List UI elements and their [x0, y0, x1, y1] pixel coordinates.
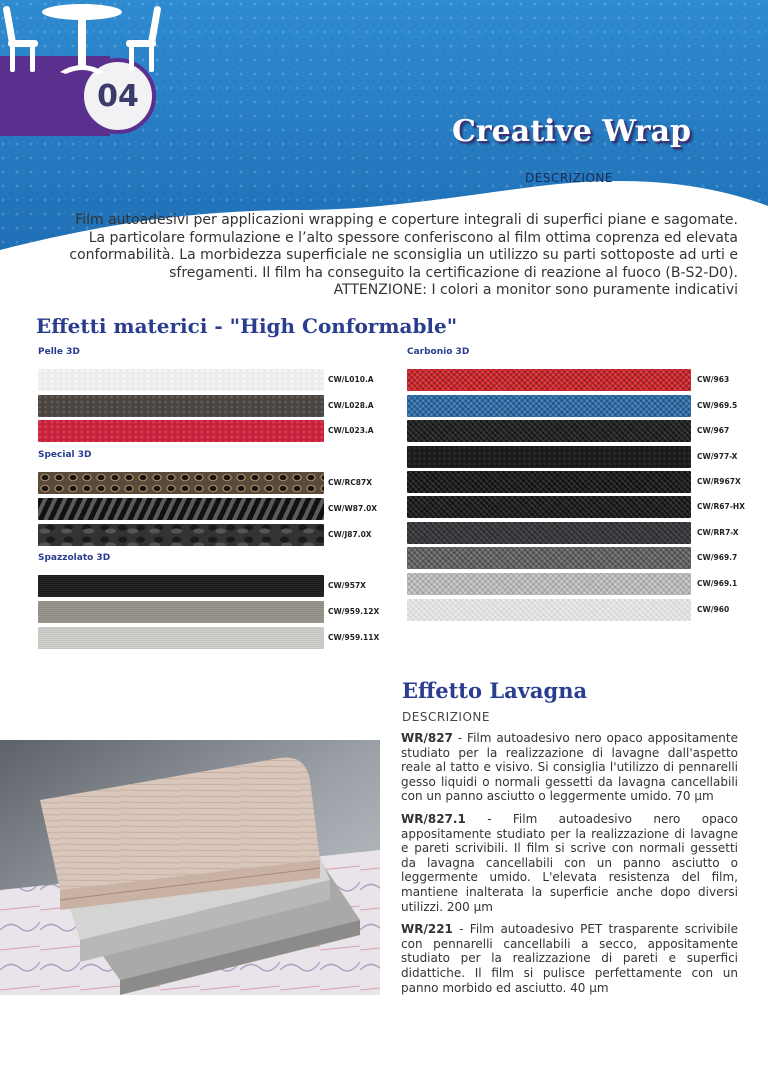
- swatch-code: CW/W87.0X: [328, 504, 378, 513]
- intro-line: ATTENZIONE: I colori a monitor sono puramente indicativi: [333, 282, 738, 299]
- swatch-code: CW/977-X: [697, 452, 738, 461]
- swatch-code: CW/RR7-X: [697, 528, 739, 537]
- swatch-row: [38, 420, 388, 442]
- lavagna-paragraph: [401, 731, 738, 804]
- swatch-code: CW/L010.A: [328, 375, 374, 384]
- swatch-row: [38, 601, 388, 623]
- swatch-row: [38, 472, 388, 494]
- effetti-section-title: Effetti materici - "High Conformable": [36, 314, 458, 338]
- color-swatch: [38, 420, 324, 442]
- swatch-row: [407, 522, 757, 544]
- lavagna-paragraph: [401, 922, 738, 995]
- swatch-row: [407, 496, 757, 518]
- product-code: WR/827.1: [401, 811, 466, 826]
- lavagna-title: Effetto Lavagna: [402, 678, 588, 703]
- color-swatch: [407, 573, 691, 595]
- swatch-code: CW/L023.A: [328, 426, 374, 435]
- color-swatch: [407, 599, 691, 621]
- lavagna-paragraph: [401, 812, 738, 914]
- intro-line: Film autoadesivi per applicazioni wrapping e coperture integrali di superfici piane e sagomate.: [75, 212, 738, 228]
- product-photo: [0, 740, 380, 995]
- swatch-code: CW/963: [697, 375, 730, 384]
- color-swatch: [38, 395, 324, 417]
- swatch-row: [407, 547, 757, 569]
- intro-line: La particolare formulazione e l’alto spessore conferiscono al film ottima coprenza ed elevata: [88, 229, 738, 246]
- color-swatch: [407, 420, 691, 442]
- swatch-code: CW/960: [697, 605, 730, 614]
- swatch-row: [38, 627, 388, 649]
- swatch-code: CW/RC87X: [328, 478, 373, 487]
- swatch-code: CW/R967X: [697, 477, 741, 486]
- product-description: - Film autoadesivo nero opaco appositamente studiato per la realizzazione di lavagne e pareti scrivibili. Il film si scrive con normali gessetti da lavagna cancellabili con un panno asciutto o leggermente umido. L'elevata resistenza del film, mantiene inalterata la superficie anche dopo diversi utilizzi. 200 µm: [401, 811, 738, 914]
- product-code: WR/827: [401, 731, 453, 745]
- swatch-row: [407, 420, 757, 442]
- swatch-row: [38, 395, 388, 417]
- swatch-row: [38, 524, 388, 546]
- color-swatch: [38, 369, 324, 391]
- product-photo-image: [0, 740, 380, 995]
- page-title: Creative Wrap: [452, 114, 691, 149]
- color-swatch: [38, 601, 324, 623]
- product-description: - Film autoadesivo PET trasparente scrivibile con pennarelli cancellabili a secco, appositamente studiato per la realizzazione di pareti e superfici didattiche. Il film si pulisce perfettamente con un panno morbido ed asciutto. 40 µm: [401, 922, 738, 995]
- swatch-row: [38, 575, 388, 597]
- swatch-row: [407, 395, 757, 417]
- swatch-code: CW/L028.A: [328, 401, 374, 410]
- group-title-spazzolato: Spazzolato 3D: [38, 553, 111, 563]
- section-number: 04: [97, 78, 139, 114]
- group-title-special: Special 3D: [38, 450, 92, 460]
- lavagna-desc-label: DESCRIZIONE: [402, 710, 490, 724]
- color-swatch: [407, 496, 691, 518]
- color-swatch: [407, 522, 691, 544]
- swatch-row: [407, 599, 757, 621]
- color-swatch: [407, 547, 691, 569]
- group-title-pelle: Pelle 3D: [38, 347, 80, 357]
- swatch-code: CW/959.11X: [328, 633, 380, 642]
- lavagna-text: [401, 731, 738, 1003]
- swatch-code: CW/959.12X: [328, 607, 380, 616]
- product-description: - Film autoadesivo nero opaco appositamente studiato per la realizzazione di lavagne dall'aspetto reale al tatto e visivo. Si consiglia l'utilizzo di pennarelli gesso liquidi o normali gessetti da lavagna cancellabili con un panno asciutto o leggermente umido. 70 µm: [401, 731, 738, 804]
- intro-line: sfregamenti. Il film ha conseguito la certificazione di reazione al fuoco (B-S2-D0).: [169, 264, 738, 281]
- color-swatch: [407, 471, 691, 493]
- color-swatch: [407, 369, 691, 391]
- color-swatch: [38, 524, 324, 546]
- swatch-code: CW/967: [697, 426, 730, 435]
- color-swatch: [38, 498, 324, 520]
- color-swatch: [407, 395, 691, 417]
- intro-line: conformabilità. La morbidezza superficiale ne sconsiglia un utilizzo su parti sottoposte ad urti e: [69, 247, 738, 264]
- color-swatch: [38, 575, 324, 597]
- swatch-row: [38, 498, 388, 520]
- swatch-row: [38, 369, 388, 391]
- color-swatch: [38, 472, 324, 494]
- group-title-carbonio: Carbonio 3D: [407, 347, 470, 357]
- swatch-code: CW/R67-HX: [697, 502, 745, 511]
- swatch-code: CW/969.1: [697, 579, 738, 588]
- swatch-row: [407, 471, 757, 493]
- swatch-code: CW/969.7: [697, 553, 738, 562]
- intro-text: [38, 212, 738, 300]
- swatch-row: [407, 369, 757, 391]
- color-swatch: [407, 446, 691, 468]
- swatch-code: CW/969.5: [697, 401, 738, 410]
- product-code: WR/221: [401, 922, 453, 937]
- swatch-row: [407, 446, 757, 468]
- swatch-row: [407, 573, 757, 595]
- swatch-code: CW/J87.0X: [328, 530, 372, 539]
- color-swatch: [38, 627, 324, 649]
- swatch-code: CW/957X: [328, 581, 366, 590]
- table-chairs-icon: [0, 0, 165, 75]
- header-subtitle: DESCRIZIONE: [525, 171, 613, 185]
